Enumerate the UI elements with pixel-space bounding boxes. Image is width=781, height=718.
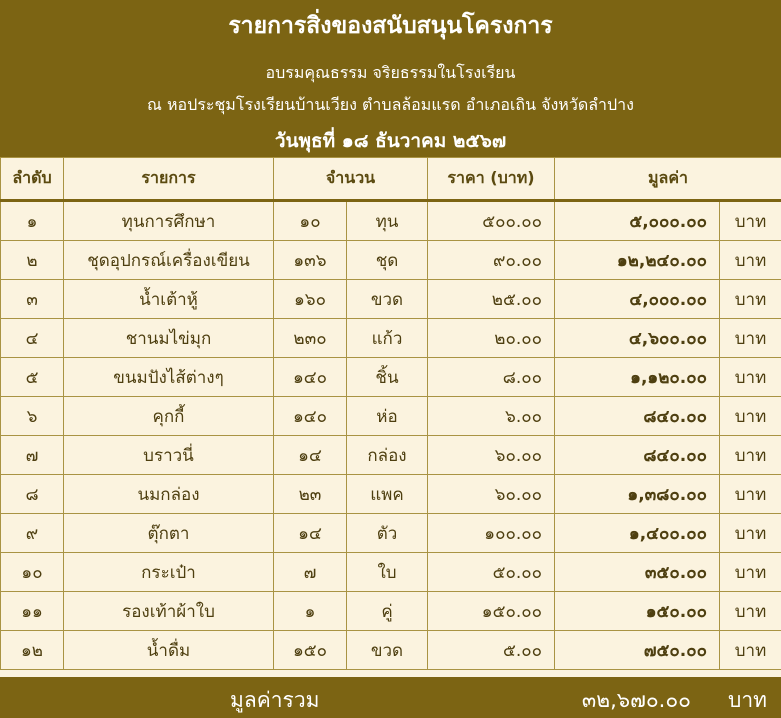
row-unit: ห่อ: [347, 397, 428, 436]
row-currency: บาท: [720, 241, 781, 280]
row-qty: ๑๐: [274, 201, 347, 241]
row-item: นมกล่อง: [64, 475, 274, 514]
row-item: บราวนี่: [64, 436, 274, 475]
row-currency: บาท: [720, 397, 781, 436]
row-item: รองเท้าผ้าใบ: [64, 592, 274, 631]
table-row: [1, 397, 781, 436]
col-header-item: รายการ: [64, 158, 274, 201]
row-currency: บาท: [720, 553, 781, 592]
row-currency: บาท: [720, 631, 781, 670]
row-qty: ๒๓: [274, 475, 347, 514]
row-currency: บาท: [720, 319, 781, 358]
row-qty: ๑๓๖: [274, 241, 347, 280]
row-no: ๔: [1, 319, 64, 358]
items-table: [0, 157, 781, 670]
row-price: ๒๐.๐๐: [428, 319, 555, 358]
row-value: ๑๕๐.๐๐: [555, 592, 720, 631]
row-price: ๘.๐๐: [428, 358, 555, 397]
row-value: ๘๔๐.๐๐: [555, 397, 720, 436]
row-qty: ๑๖๐: [274, 280, 347, 319]
row-qty: ๑๔: [274, 436, 347, 475]
row-no: ๕: [1, 358, 64, 397]
row-no: ๙: [1, 514, 64, 553]
col-header-value: มูลค่า: [555, 158, 781, 201]
row-unit: ตัว: [347, 514, 428, 553]
col-header-price: ราคา (บาท): [428, 158, 555, 201]
row-currency: บาท: [720, 436, 781, 475]
row-price: ๙๐.๐๐: [428, 241, 555, 280]
row-value: ๔,๐๐๐.๐๐: [555, 280, 720, 319]
row-value: ๕,๐๐๐.๐๐: [555, 201, 720, 241]
row-price: ๕๐๐.๐๐: [428, 201, 555, 241]
row-no: ๓: [1, 280, 64, 319]
header-banner: [0, 0, 781, 157]
row-qty: ๑๔: [274, 514, 347, 553]
page-title: รายการสิ่งของสนับสนุนโครงการ: [228, 13, 553, 39]
row-no: ๑๐: [1, 553, 64, 592]
row-qty: ๑๔๐: [274, 397, 347, 436]
row-currency: บาท: [720, 514, 781, 553]
row-unit: ชิ้น: [347, 358, 428, 397]
row-unit: ทุน: [347, 201, 428, 241]
row-no: ๑: [1, 201, 64, 241]
row-unit: ขวด: [347, 280, 428, 319]
total-currency: บาท: [728, 688, 767, 712]
row-item: ชุดอุปกรณ์เครื่องเขียน: [64, 241, 274, 280]
row-unit: กล่อง: [347, 436, 428, 475]
row-value: ๗๕๐.๐๐: [555, 631, 720, 670]
row-currency: บาท: [720, 475, 781, 514]
table-header-row: [1, 158, 781, 201]
table-row: [1, 436, 781, 475]
row-price: ๑๐๐.๐๐: [428, 514, 555, 553]
total-label: มูลค่ารวม: [230, 688, 320, 712]
event-date: วันพุธที่ ๑๘ ธันวาคม ๒๕๖๗: [274, 130, 507, 152]
table-row: [1, 553, 781, 592]
row-currency: บาท: [720, 358, 781, 397]
row-no: ๖: [1, 397, 64, 436]
table-row: [1, 592, 781, 631]
row-qty: ๑: [274, 592, 347, 631]
row-qty: ๑๔๐: [274, 358, 347, 397]
total-bar: [0, 677, 781, 718]
table-body: [1, 201, 781, 670]
col-header-no: ลำดับ: [1, 158, 64, 201]
row-price: ๖.๐๐: [428, 397, 555, 436]
row-unit: ชุด: [347, 241, 428, 280]
row-price: ๒๕.๐๐: [428, 280, 555, 319]
row-value: ๔,๖๐๐.๐๐: [555, 319, 720, 358]
row-item: กระเป๋า: [64, 553, 274, 592]
table-row: [1, 280, 781, 319]
row-item: ชานมไข่มุก: [64, 319, 274, 358]
table-row: [1, 319, 781, 358]
row-price: ๖๐.๐๐: [428, 475, 555, 514]
row-value: ๓๕๐.๐๐: [555, 553, 720, 592]
row-no: ๑๒: [1, 631, 64, 670]
table-row: [1, 201, 781, 241]
row-unit: ใบ: [347, 553, 428, 592]
row-item: ทุนการศึกษา: [64, 201, 274, 241]
table-row: [1, 631, 781, 670]
row-value: ๑,๔๐๐.๐๐: [555, 514, 720, 553]
row-qty: ๗: [274, 553, 347, 592]
row-item: คุกกี้: [64, 397, 274, 436]
row-price: ๕.๐๐: [428, 631, 555, 670]
row-currency: บาท: [720, 592, 781, 631]
row-no: ๒: [1, 241, 64, 280]
row-item: น้ำเต้าหู้: [64, 280, 274, 319]
row-value: ๑,๓๘๐.๐๐: [555, 475, 720, 514]
row-no: ๘: [1, 475, 64, 514]
row-currency: บาท: [720, 280, 781, 319]
row-price: ๖๐.๐๐: [428, 436, 555, 475]
row-currency: บาท: [720, 201, 781, 241]
table-row: [1, 514, 781, 553]
row-no: ๗: [1, 436, 64, 475]
row-no: ๑๑: [1, 592, 64, 631]
total-value: ๓๒,๖๗๐.๐๐: [581, 688, 691, 712]
row-item: น้ำดื่ม: [64, 631, 274, 670]
row-value: ๑๒,๒๔๐.๐๐: [555, 241, 720, 280]
row-unit: ขวด: [347, 631, 428, 670]
row-price: ๕๐.๐๐: [428, 553, 555, 592]
row-value: ๘๔๐.๐๐: [555, 436, 720, 475]
row-item: ตุ๊กตา: [64, 514, 274, 553]
row-item: ขนมปังไส้ต่างๆ: [64, 358, 274, 397]
row-unit: แพค: [347, 475, 428, 514]
venue-text: ณ หอประชุมโรงเรียนบ้านเวียง ตำบลล้อมแรด อำเภอเถิน จังหวัดลำปาง: [147, 95, 634, 114]
row-qty: ๑๕๐: [274, 631, 347, 670]
row-qty: ๒๓๐: [274, 319, 347, 358]
row-price: ๑๕๐.๐๐: [428, 592, 555, 631]
table-row: [1, 358, 781, 397]
row-unit: แก้ว: [347, 319, 428, 358]
col-header-qty: จำนวน: [274, 158, 428, 201]
project-name: อบรมคุณธรรม จริยธรรมในโรงเรียน: [265, 63, 516, 82]
row-unit: คู่: [347, 592, 428, 631]
table-row: [1, 241, 781, 280]
table-row: [1, 475, 781, 514]
row-value: ๑,๑๒๐.๐๐: [555, 358, 720, 397]
